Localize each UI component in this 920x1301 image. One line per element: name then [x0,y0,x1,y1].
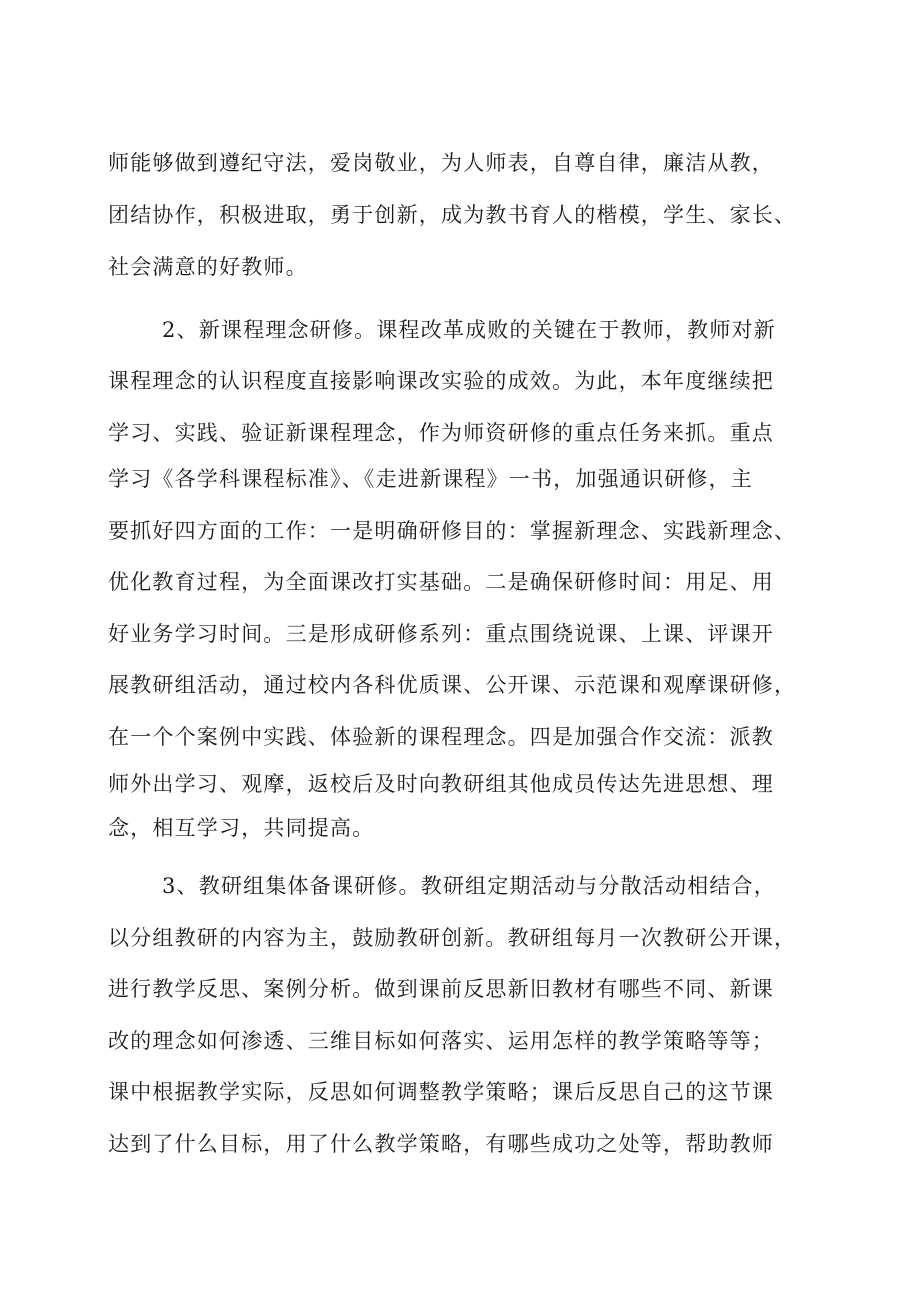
text-line: 师外出学习、观摩，返校后及时向教研组其他成员传达先进思想、理 [108,772,774,796]
text-line: 课中根据教学实际，反思如何调整教学策略；课后反思自己的这节课 [108,1080,774,1104]
text-line: 要抓好四方面的工作：一是明确研修目的：掌握新理念、实践新理念、 [108,519,797,543]
text-line: 优化教育过程，为全面课改打实基础。二是确保研修时间：用足、用 [108,570,774,594]
text-line: 社会满意的好教师。 [108,255,308,279]
text-line: 学习、实践、验证新课程理念，作为师资研修的重点任务来抓。重点 [108,421,774,445]
text-line: 学习《各学科课程标准》、《走进新课程》一书，加强通识研修，主 [108,467,753,491]
text-line: 好业务学习时间。三是形成研修系列：重点围绕说课、上课、评课开 [108,622,774,646]
paragraph-heading-3: 3、教研组集体备课研修。教研组定期活动与分散活动相结合， [162,874,776,898]
text-line: 以分组教研的内容为主，鼓励教研创新。教研组每月一次教研公开课， [108,926,797,950]
text-line: 团结协作，积极进取，勇于创新，成为教书育人的楷模，学生、家长、 [108,203,797,227]
text-line: 课程理念的认识程度直接影响课改实验的成效。为此，本年度继续把 [108,369,774,393]
text-line: 念，相互学习，共同提高。 [108,816,375,840]
paragraph-heading-2: 2、新课程理念研修。课程改革成败的关键在于教师，教师对新 [162,318,776,342]
text-line: 达到了什么目标，用了什么教学策略，有哪些成功之处等，帮助教师 [108,1132,774,1156]
text-line: 在一个个案例中实践、体验新的课程理念。四是加强合作交流：派教 [108,725,774,749]
text-line: 展教研组活动，通过校内各科优质课、公开课、示范课和观摩课研修， [108,673,797,697]
text-line: 进行教学反思、案例分析。做到课前反思新旧教材有哪些不同、新课 [108,977,774,1001]
text-line: 改的理念如何渗透、三维目标如何落实、运用怎样的教学策略等等； [108,1029,774,1053]
text-line: 师能够做到遵纪守法，爱岗敬业，为人师表，自尊自律，廉洁从教， [108,151,774,175]
